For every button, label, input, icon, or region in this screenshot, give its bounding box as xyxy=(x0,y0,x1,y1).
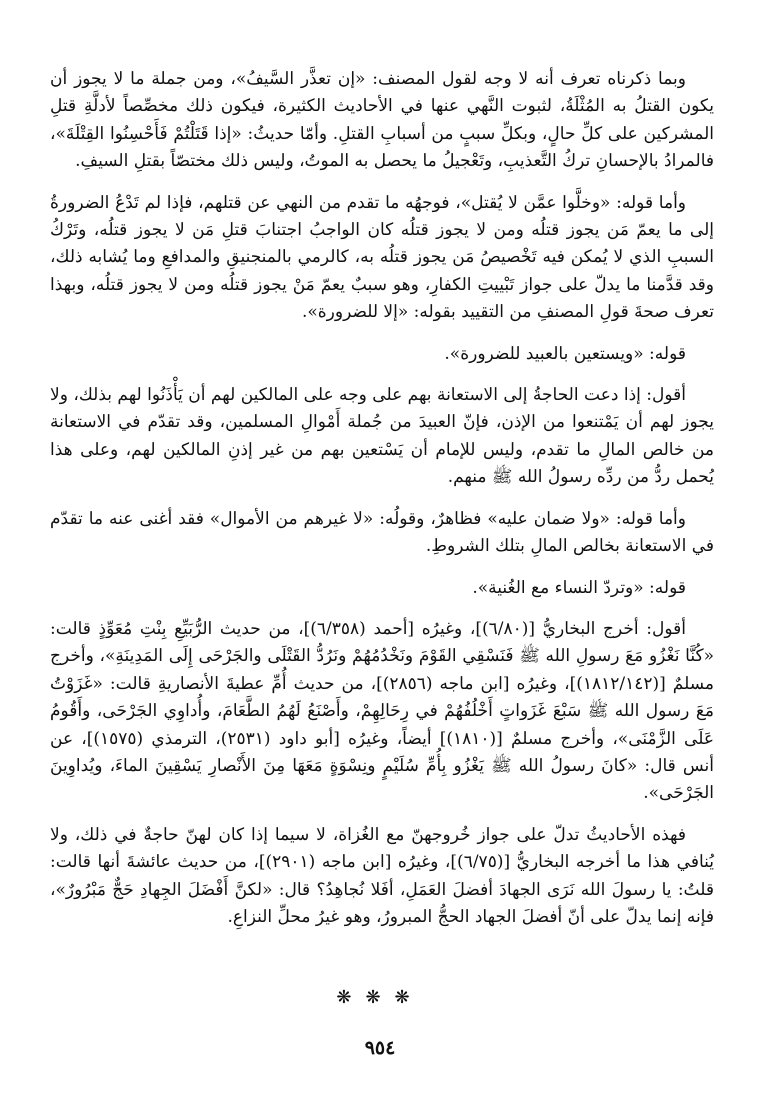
paragraph-5: وأما قوله: «ولا ضمان عليه» فظاهرٌ، وقولُه: «لا غيرهم من الأموال» فقد أغنى عنه ما تقدّم في الاستعانة بخالص المالِ بتلك الشروطِ. xyxy=(50,508,714,557)
paragraph-2: وأما قوله: «وخلَّوا عمَّن لا يُقتل»، فوجهُه ما تقدم من النهي عن قتلهم، فإذا لم تَدْعُ الضرورةُ إلى ما يعمّ مَن يجوز قتلُه ومن لا يجوز قتلُه كان الواجبُ اجتنابَ قتلِ مَن لا يجوز قتلُه، وتَرْكُ السببِ الذي لا يُمكن فيه تَخْصيصُ مَن يجوز قتلُه به، كالرمي بالمنجنيقِ والمدافعِ وما يُشابه ذلك، وقد قدَّمنا ما يدلّ على جواز تَبْييتِ الكفارِ، وهو سببٌ يعمّ مَنْ يجوز قتلُه ومن لا يجوز قتلُه، وبهذا تعرف صحةَ قولِ المصنفِ من التقييد بقوله: «إلا للضرورة». xyxy=(50,192,714,323)
paragraph-6: قوله: «وتردّ النساء مع الغُنية». xyxy=(472,577,686,598)
paragraph-7: أقول: أخرج البخاريُّ [(٦/٨٠)]، وغيرُه [أحمد (٦/٣٥٨)]، من حديث الرُّبَيِّعِ بِنْتِ مُعَوِّذٍ قالت: «كُنَّا نَغْزُو مَعَ رسولِ الله ﷺ فَنَسْقِي القَوْمَ ونَخْدُمُهُمْ ونَرُدُّ القَتْلَى والجَرْحَى إِلَى المَدِينَةِ»، وأخرج مسلمٌ [(١٨١٢/١٤٢)]، وغيرُه [ابن ماجه (٢٨٥٦)]، من حديث أُمِّ عطيةَ الأنصاريةِ قالت: «غَزَوْتُ مَعَ رسول الله ﷺ سَبْعَ غَزَواتٍ أَخْلُفُهُمْ في رِحَالِهِمْ، وأَصْنَعُ لَهُمُ الطَّعَامَ، وأُداوِي الجَرْحَى، وأَقُومُ عَلَى الزَّمْنَى»، وأخرج مسلمٌ [(١٨١٠)] أيضاً، وغيرُه [أبو داود (٢٥٣١)، الترمذي (١٥٧٥)]، عن أنس قال: «كانَ رسولُ الله ﷺ يَغْزُو بِأُمِّ سُلَيْمٍ ونِسْوَةٍ مَعَهَا مِنَ الأَنْصارِ يَسْقِينَ الماءَ، ويُداوِينَ الجَرْحَى». xyxy=(50,618,715,804)
paragraph-1: وبما ذكرناه تعرف أنه لا وجه لقول المصنف: «إن تعذَّر السَّيفُ»، ومن جملة ما لا يجوز أن يكون القتلُ به المُثْلَةُ، لثبوت النَّهي عنها في الأحاديث الكثيرة، فيكون ذلك مخصِّصاً لأدلَّةِ قتلِ المشركين على كلِّ حالٍ، وبكلِّ سببٍ من أسبابِ القتلِ. وأمّا حديثُ: «إذا قَتَلْتُمْ فَأَحْسِنُوا القِتْلَةَ»، فالمرادُ بالإحسانِ تركُ التَّعذيبِ، وتَعْجيلُ ما يحصل به الموتُ، وليس ذلك مختصّاً بقتلِ السيفِ. xyxy=(50,69,714,172)
paragraph-3: قوله: «ويستعين بالعبيد للضرورة». xyxy=(444,343,686,364)
page-number: ٩٥٤ xyxy=(364,1037,396,1059)
page-body xyxy=(50,66,714,931)
section-ornament: ❋❋❋ xyxy=(336,987,424,1008)
paragraph-4: أقول: إذا دعت الحاجةُ إلى الاستعانة بهم على وجه على المالكين لهم أن يَأْذَنُوا لهم بذلك، ولا يجوز لهم أن يَمْتنعوا من الإذن، فإنّ العبيدَ من جُملة أَمْوالِ المسلمين، وقد تقدّم في الاستعانة من خالص المالِ ما تقدم، وليس للإمام أن يَسْتعين بهم من غير إذنِ المالكين لهم، وعلى هذا يُحمل ردُّ من ردِّه رسولُ الله ﷺ منهم. xyxy=(50,385,714,488)
paragraph-8: فهذه الأحاديثُ تدلّ على جواز خُروجهنّ مع الغُزاة، لا سيما إذا كان لهنّ حاجةٌ في ذلك، ولا يُنافي هذا ما أخرجه البخاريُّ [(٦/٧٥)]، وغيرُه [ابن ماجه (٢٩٠١)]، من حديث عائشةَ أنها قالت: قلتُ: يا رسولَ الله نَرَى الجهادَ أفضلَ العَمَلِ، أفَلا نُجاهِدُ؟ قال: «لكنَّ أَفْضَلَ الجِهادِ حَجٌّ مَبْرُورٌ»، فإنه إنما يدلّ على أنّ أفضلَ الجهاد الحجُّ المبرورُ، وهو غيرُ محلِّ النزاعِ. xyxy=(50,824,715,927)
